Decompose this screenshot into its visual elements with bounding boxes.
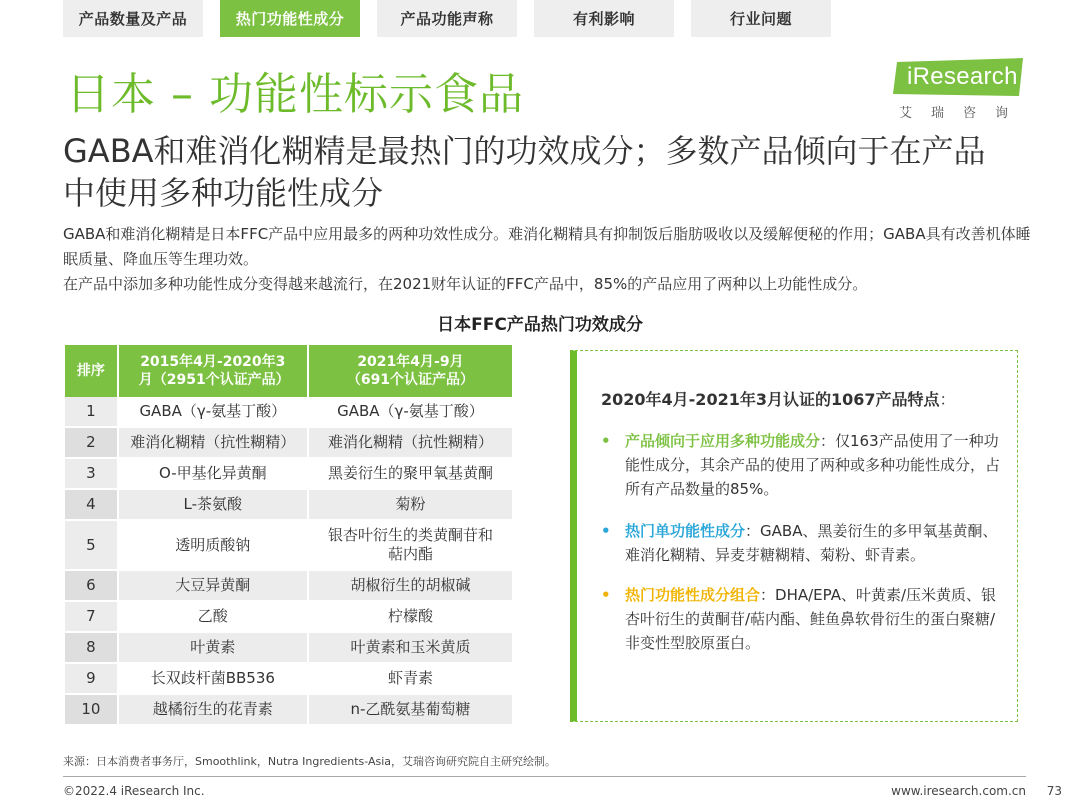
rank-cell: 7 xyxy=(65,602,119,633)
card-point-text: ：仅163产品使用了一种功能性成分，其余产品的使用了两种或多种功能性成分，占所有产品数量的85%。 xyxy=(625,432,1001,498)
table-header-row xyxy=(65,345,512,397)
period-b-cell: 银杏叶衍生的类黄酮苷和萜内酯 xyxy=(309,521,512,571)
rank-cell: 6 xyxy=(65,571,119,602)
page-number: 73 xyxy=(1046,784,1062,798)
header-rank: 排序 xyxy=(65,345,119,397)
period-a-cell: O-甲基化异黄酮 xyxy=(119,459,309,490)
card-point-text: ：GABA、黑姜衍生的多甲氧基黄酮、难消化糊精、异麦芽糖糊精、菊粉、虾青素。 xyxy=(625,522,998,564)
rank-cell: 1 xyxy=(65,397,119,428)
card-point-body xyxy=(625,519,1001,567)
rank-cell: 10 xyxy=(65,695,119,726)
card-point-highlight: 产品倾向于应用多种功能成分 xyxy=(625,432,821,450)
rank-cell: 4 xyxy=(65,490,119,521)
tab-function-claims[interactable]: 产品功能声称 xyxy=(377,0,517,37)
iresearch-logo xyxy=(893,58,1028,120)
card-point-highlight: 热门功能性成分组合 xyxy=(625,586,761,604)
table-row xyxy=(65,397,512,428)
table-row xyxy=(65,571,512,602)
card-title-text: 2020年4月-2021年3月认证的1067产品特点 xyxy=(601,390,940,409)
period-a-cell: 叶黄素 xyxy=(119,633,309,664)
period-b-cell: n-乙酰氨基葡萄糖 xyxy=(309,695,512,726)
table-row xyxy=(65,459,512,490)
card-point-body xyxy=(625,583,1001,655)
tab-product-count[interactable]: 产品数量及产品 xyxy=(63,0,203,37)
table-row xyxy=(65,695,512,726)
rank-cell: 5 xyxy=(65,521,119,571)
header-period-b: 2021年4月-9月（691个认证产品） xyxy=(309,345,512,397)
table-row xyxy=(65,521,512,571)
site-url[interactable]: www.iresearch.com.cn xyxy=(891,784,1026,798)
period-b-cell: 难消化糊精（抗性糊精） xyxy=(309,428,512,459)
table-row xyxy=(65,602,512,633)
period-b-cell: 胡椒衍生的胡椒碱 xyxy=(309,571,512,602)
period-b-cell: GABA（γ-氨基丁酸） xyxy=(309,397,512,428)
period-a-cell: 越橘衍生的花青素 xyxy=(119,695,309,726)
table-row xyxy=(65,633,512,664)
header-period-a: 2015年4月-2020年3月（2951个认证产品） xyxy=(119,345,309,397)
description xyxy=(63,222,1033,297)
card-point-text: ：DHA/EPA、叶黄素/压米黄质、银杏叶衍生的黄酮苷/萜内酯、鲑鱼鼻软骨衍生的蛋白聚糖/非变性型胶原蛋白。 xyxy=(625,586,997,652)
rank-cell: 2 xyxy=(65,428,119,459)
card-title-colon: ： xyxy=(939,390,956,409)
card-point-single-ingredient xyxy=(601,519,1001,567)
bullet-icon: • xyxy=(601,432,611,450)
description-paragraph-1: GABA和难消化糊精是日本FFC产品中应用最多的两种功效性成分。难消化糊精具有抑制饭后脂肪吸收以及缓解便秘的作用；GABA具有改善机体睡眠质量、降血压等生理功效。 xyxy=(63,225,1031,268)
period-b-cell: 叶黄素和玉米黄质 xyxy=(309,633,512,664)
section-title: 日本 – 功能性标示食品 xyxy=(66,69,524,120)
period-a-cell: 长双歧杆菌BB536 xyxy=(119,664,309,695)
card-point-multi-ingredient xyxy=(601,429,1001,501)
period-a-cell: L-茶氨酸 xyxy=(119,490,309,521)
source-note: 来源：日本消费者事务厅，Smoothlink，Nutra Ingredients-Asia，艾瑞咨询研究院自主研究绘制。 xyxy=(63,755,557,768)
period-b-cell: 虾青素 xyxy=(309,664,512,695)
bullet-icon: • xyxy=(601,522,611,540)
bullet-icon: • xyxy=(601,586,611,604)
period-b-cell: 黑姜衍生的聚甲氧基黄酮 xyxy=(309,459,512,490)
logo-subtitle: 艾瑞咨询 xyxy=(899,106,1028,121)
period-b-cell: 柠檬酸 xyxy=(309,602,512,633)
period-a-cell: 透明质酸钠 xyxy=(119,521,309,571)
rank-cell: 3 xyxy=(65,459,119,490)
rank-cell: 9 xyxy=(65,664,119,695)
tab-industry-issues[interactable]: 行业问题 xyxy=(691,0,831,37)
period-a-cell: 乙酸 xyxy=(119,602,309,633)
card-title xyxy=(601,387,956,410)
table-row xyxy=(65,664,512,695)
period-b-cell: 菊粉 xyxy=(309,490,512,521)
card-point-highlight: 热门单功能性成分 xyxy=(625,522,746,540)
logo-wordmark: iResearch xyxy=(907,63,1018,90)
card-point-body xyxy=(625,429,1001,501)
table-row xyxy=(65,428,512,459)
table-title: 日本FFC产品热门功效成分 xyxy=(437,315,643,335)
characteristics-card xyxy=(570,350,1018,722)
rank-cell: 8 xyxy=(65,633,119,664)
card-point-combination xyxy=(601,583,1001,655)
ingredient-ranking-table xyxy=(65,345,512,726)
period-a-cell: 大豆异黄酮 xyxy=(119,571,309,602)
footer-divider xyxy=(63,776,1026,777)
table-row xyxy=(65,490,512,521)
copyright: ©2022.4 iResearch Inc. xyxy=(63,784,205,798)
headline: GABA和难消化糊精是最热门的功效成分；多数产品倾向于在产品中使用多种功能性成分 xyxy=(63,132,986,212)
period-a-cell: 难消化糊精（抗性糊精） xyxy=(119,428,309,459)
description-paragraph-2: 在产品中添加多种功能性成分变得越来越流行，在2021财年认证的FFC产品中，85%的产品应用了两种以上功能性成分。 xyxy=(63,275,868,293)
tab-benefits[interactable]: 有利影响 xyxy=(534,0,674,37)
period-a-cell: GABA（γ-氨基丁酸） xyxy=(119,397,309,428)
tab-hot-ingredients[interactable]: 热门功能性成分 xyxy=(220,0,360,37)
top-tabs xyxy=(63,0,833,37)
